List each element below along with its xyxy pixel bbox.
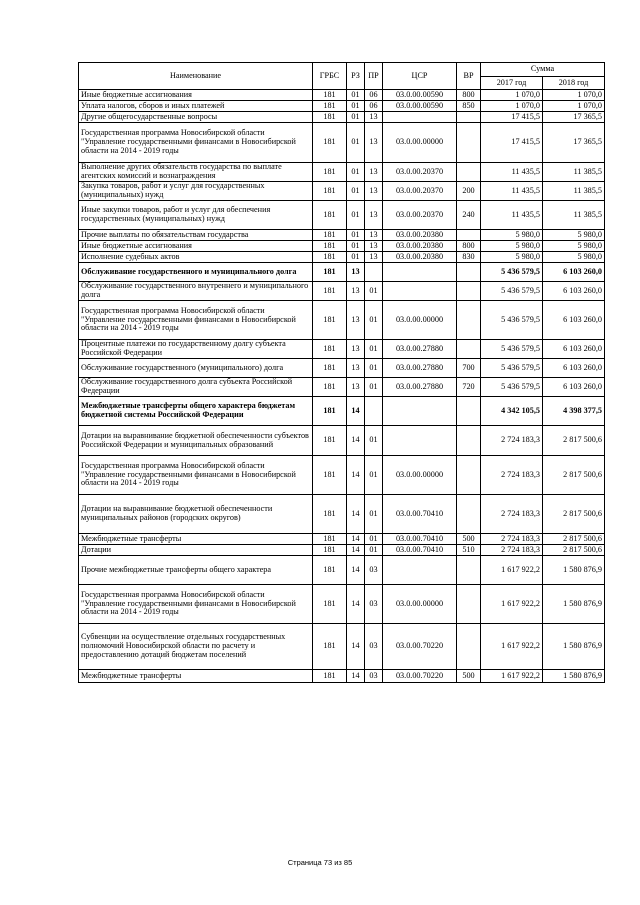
row-vr xyxy=(457,585,481,624)
row-vr xyxy=(457,230,481,241)
row-csr: 03.0.00.00000 xyxy=(383,456,457,495)
row-pr: 03 xyxy=(365,624,383,670)
row-csr xyxy=(383,426,457,456)
row-name: Выполнение других обязательств государства по выплате агентских комиссий и вознаграждения xyxy=(79,163,313,182)
row-name: Прочие выплаты по обязательствам государства xyxy=(79,230,313,241)
row-vr xyxy=(457,397,481,426)
row-name: Обслуживание государственного долга субъекта Российской Федерации xyxy=(79,378,313,397)
row-pr: 06 xyxy=(365,90,383,101)
row-rz: 14 xyxy=(347,585,365,624)
header-year-2018: 2018 год xyxy=(543,77,605,90)
row-rz: 01 xyxy=(347,123,365,163)
table-row xyxy=(79,263,605,282)
row-rz: 13 xyxy=(347,378,365,397)
row-grbs: 181 xyxy=(313,241,347,252)
row-pr: 13 xyxy=(365,112,383,123)
row-sum-2017: 2 724 183,3 xyxy=(481,456,543,495)
row-grbs: 181 xyxy=(313,670,347,683)
row-name: Обслуживание государственного (муниципального) долга xyxy=(79,359,313,378)
row-pr: 13 xyxy=(365,123,383,163)
row-rz: 13 xyxy=(347,263,365,282)
row-sum-2017: 5 980,0 xyxy=(481,241,543,252)
row-pr: 13 xyxy=(365,182,383,201)
row-sum-2018: 2 817 500,6 xyxy=(543,456,605,495)
row-pr: 13 xyxy=(365,252,383,263)
table-row xyxy=(79,230,605,241)
row-name: Уплата налогов, сборов и иных платежей xyxy=(79,101,313,112)
table-row xyxy=(79,534,605,545)
row-pr: 13 xyxy=(365,201,383,230)
row-pr: 01 xyxy=(365,340,383,359)
row-pr: 01 xyxy=(365,426,383,456)
row-rz: 14 xyxy=(347,495,365,534)
row-pr: 01 xyxy=(365,301,383,340)
row-vr xyxy=(457,112,481,123)
row-vr xyxy=(457,301,481,340)
row-vr xyxy=(457,263,481,282)
row-rz: 14 xyxy=(347,456,365,495)
row-pr: 03 xyxy=(365,585,383,624)
row-grbs: 181 xyxy=(313,90,347,101)
row-vr: 500 xyxy=(457,534,481,545)
row-csr xyxy=(383,112,457,123)
row-grbs: 181 xyxy=(313,495,347,534)
row-name: Другие общегосударственные вопросы xyxy=(79,112,313,123)
row-pr: 01 xyxy=(365,545,383,556)
table-row xyxy=(79,670,605,683)
row-sum-2017: 1 070,0 xyxy=(481,90,543,101)
row-grbs: 181 xyxy=(313,163,347,182)
row-vr: 800 xyxy=(457,90,481,101)
row-rz: 01 xyxy=(347,101,365,112)
row-csr: 03.0.00.20380 xyxy=(383,252,457,263)
page-footer: Страница 73 из 85 xyxy=(287,858,353,867)
row-rz: 14 xyxy=(347,624,365,670)
row-grbs: 181 xyxy=(313,456,347,495)
row-name: Государственная программа Новосибирской области "Управление государственными финансами в Новосибирской области на 2014 - 2019 годы xyxy=(79,123,313,163)
row-sum-2018: 2 817 500,6 xyxy=(543,534,605,545)
table-row xyxy=(79,201,605,230)
row-pr: 03 xyxy=(365,670,383,683)
row-name: Иные закупки товаров, работ и услуг для обеспечения государственных (муниципальных) нужд xyxy=(79,201,313,230)
row-sum-2018: 11 385,5 xyxy=(543,163,605,182)
row-sum-2018: 1 070,0 xyxy=(543,90,605,101)
row-csr: 03.0.00.00000 xyxy=(383,301,457,340)
row-name: Государственная программа Новосибирской области "Управление государственными финансами в Новосибирской области на 2014 - 2019 годы xyxy=(79,301,313,340)
row-rz: 13 xyxy=(347,282,365,301)
row-sum-2017: 5 980,0 xyxy=(481,230,543,241)
table-row xyxy=(79,301,605,340)
row-grbs: 181 xyxy=(313,359,347,378)
row-sum-2017: 5 436 579,5 xyxy=(481,359,543,378)
row-sum-2018: 4 398 377,5 xyxy=(543,397,605,426)
table-header xyxy=(79,63,605,90)
row-csr: 03.0.00.20380 xyxy=(383,241,457,252)
row-rz: 01 xyxy=(347,112,365,123)
row-grbs: 181 xyxy=(313,101,347,112)
header-pr: ПР xyxy=(365,63,383,90)
row-sum-2018: 6 103 260,0 xyxy=(543,263,605,282)
row-name: Дотации на выравнивание бюджетной обеспеченности муниципальных районов (городских округов) xyxy=(79,495,313,534)
row-sum-2017: 1 617 922,2 xyxy=(481,670,543,683)
table-row xyxy=(79,495,605,534)
row-vr: 720 xyxy=(457,378,481,397)
row-sum-2018: 17 365,5 xyxy=(543,112,605,123)
row-grbs: 181 xyxy=(313,201,347,230)
row-vr xyxy=(457,282,481,301)
row-csr xyxy=(383,263,457,282)
table-body xyxy=(79,90,605,683)
row-rz: 14 xyxy=(347,670,365,683)
row-sum-2018: 6 103 260,0 xyxy=(543,301,605,340)
row-sum-2017: 5 436 579,5 xyxy=(481,378,543,397)
row-sum-2017: 2 724 183,3 xyxy=(481,534,543,545)
row-grbs: 181 xyxy=(313,534,347,545)
row-sum-2017: 1 617 922,2 xyxy=(481,556,543,585)
header-rz: РЗ xyxy=(347,63,365,90)
row-vr: 240 xyxy=(457,201,481,230)
row-sum-2017: 11 435,5 xyxy=(481,163,543,182)
row-sum-2018: 2 817 500,6 xyxy=(543,545,605,556)
row-sum-2018: 1 580 876,9 xyxy=(543,624,605,670)
row-csr: 03.0.00.20370 xyxy=(383,182,457,201)
row-name: Межбюджетные трансферты xyxy=(79,670,313,683)
table-row xyxy=(79,624,605,670)
row-csr: 03.0.00.20380 xyxy=(383,230,457,241)
row-grbs: 181 xyxy=(313,585,347,624)
row-grbs: 181 xyxy=(313,282,347,301)
row-sum-2018: 1 580 876,9 xyxy=(543,670,605,683)
row-rz: 13 xyxy=(347,340,365,359)
row-grbs: 181 xyxy=(313,230,347,241)
row-sum-2018: 17 365,5 xyxy=(543,123,605,163)
table-row xyxy=(79,101,605,112)
row-sum-2017: 1 617 922,2 xyxy=(481,624,543,670)
row-rz: 01 xyxy=(347,252,365,263)
table-row xyxy=(79,359,605,378)
row-sum-2017: 5 980,0 xyxy=(481,252,543,263)
row-csr: 03.0.00.00000 xyxy=(383,585,457,624)
row-pr: 01 xyxy=(365,456,383,495)
row-sum-2018: 5 980,0 xyxy=(543,252,605,263)
header-vr: ВР xyxy=(457,63,481,90)
row-vr xyxy=(457,426,481,456)
row-vr xyxy=(457,456,481,495)
table-row xyxy=(79,456,605,495)
row-grbs: 181 xyxy=(313,263,347,282)
row-pr: 13 xyxy=(365,230,383,241)
row-pr: 01 xyxy=(365,534,383,545)
header-grbs: ГРБС xyxy=(313,63,347,90)
row-rz: 01 xyxy=(347,230,365,241)
row-csr: 03.0.00.27880 xyxy=(383,359,457,378)
row-grbs: 181 xyxy=(313,182,347,201)
row-csr: 03.0.00.70410 xyxy=(383,534,457,545)
row-sum-2018: 5 980,0 xyxy=(543,241,605,252)
row-csr: 03.0.00.20370 xyxy=(383,163,457,182)
budget-table xyxy=(78,62,605,683)
header-csr: ЦСР xyxy=(383,63,457,90)
row-csr: 03.0.00.27880 xyxy=(383,340,457,359)
row-name: Прочие межбюджетные трансферты общего характера xyxy=(79,556,313,585)
row-name: Процентные платежи по государственному долгу субъекта Российской Федерации xyxy=(79,340,313,359)
row-grbs: 181 xyxy=(313,556,347,585)
row-grbs: 181 xyxy=(313,252,347,263)
table-row xyxy=(79,378,605,397)
row-sum-2017: 2 724 183,3 xyxy=(481,545,543,556)
table-row xyxy=(79,163,605,182)
row-vr xyxy=(457,340,481,359)
row-sum-2018: 1 070,0 xyxy=(543,101,605,112)
row-vr: 850 xyxy=(457,101,481,112)
row-sum-2017: 11 435,5 xyxy=(481,201,543,230)
row-sum-2017: 5 436 579,5 xyxy=(481,282,543,301)
row-grbs: 181 xyxy=(313,545,347,556)
row-rz: 14 xyxy=(347,397,365,426)
row-vr: 700 xyxy=(457,359,481,378)
table-row xyxy=(79,585,605,624)
row-sum-2017: 17 415,5 xyxy=(481,123,543,163)
row-name: Субвенции на осуществление отдельных государственных полномочий Новосибирской области по расчету и предоставлению дотаций бюджетам поселений xyxy=(79,624,313,670)
row-csr: 03.0.00.70220 xyxy=(383,624,457,670)
row-sum-2017: 5 436 579,5 xyxy=(481,263,543,282)
row-rz: 01 xyxy=(347,182,365,201)
row-pr: 01 xyxy=(365,495,383,534)
table-row xyxy=(79,90,605,101)
row-name: Иные бюджетные ассигнования xyxy=(79,241,313,252)
row-name: Межбюджетные трансферты общего характера бюджетам бюджетной системы Российской Федерации xyxy=(79,397,313,426)
row-name: Дотации xyxy=(79,545,313,556)
row-name: Исполнение судебных актов xyxy=(79,252,313,263)
row-csr xyxy=(383,282,457,301)
row-sum-2017: 1 617 922,2 xyxy=(481,585,543,624)
table-row xyxy=(79,182,605,201)
header-year-2017: 2017 год xyxy=(481,77,543,90)
row-csr: 03.0.00.00590 xyxy=(383,101,457,112)
row-pr: 13 xyxy=(365,241,383,252)
row-sum-2017: 17 415,5 xyxy=(481,112,543,123)
row-grbs: 181 xyxy=(313,624,347,670)
row-csr: 03.0.00.70410 xyxy=(383,495,457,534)
table-row xyxy=(79,241,605,252)
row-rz: 01 xyxy=(347,163,365,182)
row-sum-2017: 5 436 579,5 xyxy=(481,301,543,340)
row-sum-2018: 2 817 500,6 xyxy=(543,426,605,456)
row-pr: 01 xyxy=(365,378,383,397)
row-sum-2017: 1 070,0 xyxy=(481,101,543,112)
row-csr xyxy=(383,397,457,426)
row-grbs: 181 xyxy=(313,123,347,163)
row-vr xyxy=(457,163,481,182)
row-rz: 13 xyxy=(347,359,365,378)
row-vr: 200 xyxy=(457,182,481,201)
row-rz: 01 xyxy=(347,201,365,230)
row-name: Обслуживание государственного и муниципального долга xyxy=(79,263,313,282)
row-rz: 14 xyxy=(347,556,365,585)
table-row xyxy=(79,426,605,456)
row-csr: 03.0.00.27880 xyxy=(383,378,457,397)
row-vr xyxy=(457,624,481,670)
row-sum-2018: 6 103 260,0 xyxy=(543,359,605,378)
table-row xyxy=(79,545,605,556)
budget-table-sheet xyxy=(78,62,604,683)
row-csr: 03.0.00.70410 xyxy=(383,545,457,556)
row-sum-2018: 1 580 876,9 xyxy=(543,556,605,585)
row-pr: 01 xyxy=(365,359,383,378)
row-vr: 500 xyxy=(457,670,481,683)
row-grbs: 181 xyxy=(313,340,347,359)
row-rz: 13 xyxy=(347,301,365,340)
table-row xyxy=(79,397,605,426)
table-row xyxy=(79,340,605,359)
row-vr xyxy=(457,556,481,585)
row-sum-2017: 11 435,5 xyxy=(481,182,543,201)
header-sum: Сумма xyxy=(481,63,605,77)
row-pr xyxy=(365,397,383,426)
row-name: Обслуживание государственного внутреннего и муниципального долга xyxy=(79,282,313,301)
row-pr: 13 xyxy=(365,163,383,182)
row-sum-2018: 2 817 500,6 xyxy=(543,495,605,534)
row-sum-2017: 5 436 579,5 xyxy=(481,340,543,359)
row-pr xyxy=(365,263,383,282)
row-name: Межбюджетные трансферты xyxy=(79,534,313,545)
row-sum-2018: 6 103 260,0 xyxy=(543,282,605,301)
row-sum-2018: 1 580 876,9 xyxy=(543,585,605,624)
row-sum-2018: 5 980,0 xyxy=(543,230,605,241)
row-grbs: 181 xyxy=(313,301,347,340)
table-row xyxy=(79,252,605,263)
row-grbs: 181 xyxy=(313,112,347,123)
row-pr: 06 xyxy=(365,101,383,112)
row-csr: 03.0.00.00000 xyxy=(383,123,457,163)
table-row xyxy=(79,282,605,301)
table-row xyxy=(79,123,605,163)
row-vr: 830 xyxy=(457,252,481,263)
row-rz: 14 xyxy=(347,534,365,545)
row-vr: 510 xyxy=(457,545,481,556)
row-grbs: 181 xyxy=(313,426,347,456)
row-sum-2018: 6 103 260,0 xyxy=(543,378,605,397)
row-sum-2018: 11 385,5 xyxy=(543,182,605,201)
row-name: Закупка товаров, работ и услуг для государственных (муниципальных) нужд xyxy=(79,182,313,201)
row-csr: 03.0.00.20370 xyxy=(383,201,457,230)
row-rz: 14 xyxy=(347,426,365,456)
row-pr: 03 xyxy=(365,556,383,585)
row-csr: 03.0.00.00590 xyxy=(383,90,457,101)
row-csr xyxy=(383,556,457,585)
row-pr: 01 xyxy=(365,282,383,301)
row-name: Государственная программа Новосибирской области "Управление государственными финансами в Новосибирской области на 2014 - 2019 годы xyxy=(79,456,313,495)
row-sum-2018: 6 103 260,0 xyxy=(543,340,605,359)
row-sum-2017: 4 342 105,5 xyxy=(481,397,543,426)
row-vr: 800 xyxy=(457,241,481,252)
row-rz: 14 xyxy=(347,545,365,556)
row-sum-2018: 11 385,5 xyxy=(543,201,605,230)
header-name: Наименование xyxy=(79,63,313,90)
row-sum-2017: 2 724 183,3 xyxy=(481,495,543,534)
row-name: Иные бюджетные ассигнования xyxy=(79,90,313,101)
table-row xyxy=(79,556,605,585)
row-grbs: 181 xyxy=(313,397,347,426)
row-rz: 01 xyxy=(347,241,365,252)
row-vr xyxy=(457,495,481,534)
row-sum-2017: 2 724 183,3 xyxy=(481,426,543,456)
row-grbs: 181 xyxy=(313,378,347,397)
row-name: Государственная программа Новосибирской области "Управление государственными финансами в Новосибирской области на 2014 - 2019 годы xyxy=(79,585,313,624)
row-vr xyxy=(457,123,481,163)
row-rz: 01 xyxy=(347,90,365,101)
table-row xyxy=(79,112,605,123)
row-csr: 03.0.00.70220 xyxy=(383,670,457,683)
row-name: Дотации на выравнивание бюджетной обеспеченности субъектов Российской Федерации и муниципальных образований xyxy=(79,426,313,456)
